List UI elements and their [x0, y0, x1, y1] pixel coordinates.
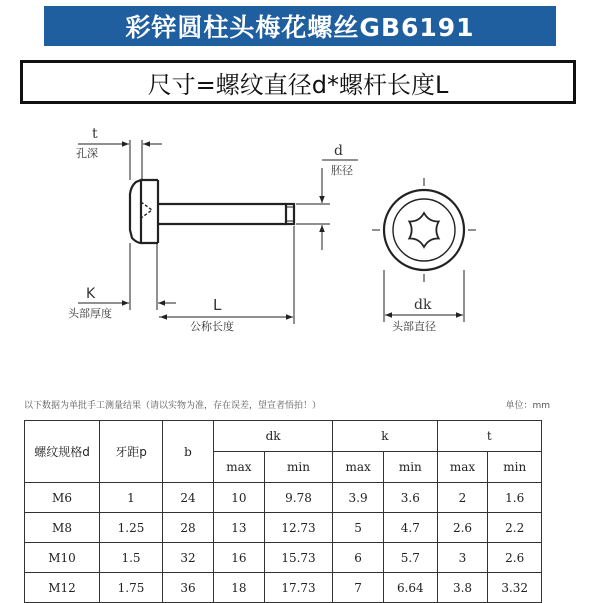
table-cell: 36 — [163, 573, 214, 603]
screw-end-view — [372, 178, 476, 282]
table-cell: 10 — [214, 483, 265, 513]
table-cell: 3.8 — [437, 573, 488, 603]
table-cell: 16 — [214, 543, 265, 573]
col-header-spec: 螺纹规格d — [25, 421, 100, 483]
table-cell: 32 — [163, 543, 214, 573]
measurement-note: 以下数据为单批手工测量结果（请以实物为准，存在误差，望宣者悟拍！） — [24, 401, 322, 411]
col-header-dk-max: max — [214, 452, 265, 483]
table-cell: 5 — [333, 513, 384, 543]
table-cell: 13 — [214, 513, 265, 543]
l-caption: 公称长度 — [190, 320, 234, 333]
spec-table-body — [25, 483, 542, 603]
col-header-t-min: min — [488, 452, 542, 483]
col-header-t: t — [437, 421, 541, 452]
table-cell: 3.9 — [333, 483, 384, 513]
d-caption: 胚径 — [331, 164, 353, 177]
table-cell: 5.7 — [384, 543, 438, 573]
table-cell: 2.2 — [488, 513, 542, 543]
spec-table — [24, 420, 542, 603]
unit-label: 单位：mm — [505, 401, 550, 411]
table-cell: 9.78 — [264, 483, 332, 513]
title-banner — [44, 6, 556, 46]
table-cell: 2 — [437, 483, 488, 513]
table-cell: M10 — [25, 543, 100, 573]
table-row — [25, 573, 542, 603]
table-cell: 1.25 — [100, 513, 163, 543]
table-cell: 3.32 — [488, 573, 542, 603]
screw-drawing — [0, 110, 600, 350]
col-header-k-max: max — [333, 452, 384, 483]
col-header-k-min: min — [384, 452, 438, 483]
dk-label: dk — [414, 297, 432, 313]
col-header-t-max: max — [437, 452, 488, 483]
table-cell: 1.5 — [100, 543, 163, 573]
dk-caption: 头部直径 — [392, 320, 436, 333]
table-cell: 1.75 — [100, 573, 163, 603]
table-cell: 2.6 — [437, 513, 488, 543]
table-cell: 3.6 — [384, 483, 438, 513]
screw-head — [130, 180, 141, 243]
table-cell: 7 — [333, 573, 384, 603]
table-cell: 15.73 — [264, 543, 332, 573]
table-cell: 24 — [163, 483, 214, 513]
d-label: d — [334, 143, 343, 159]
k-label: K — [86, 286, 96, 302]
table-cell: M6 — [25, 483, 100, 513]
table-row — [25, 483, 542, 513]
t-dimension — [78, 140, 162, 180]
table-cell: 28 — [163, 513, 214, 543]
t-label: t — [92, 126, 98, 142]
col-header-k: k — [333, 421, 437, 452]
table-cell: 6 — [333, 543, 384, 573]
table-cell: 6.64 — [384, 573, 438, 603]
table-cell: 1 — [100, 483, 163, 513]
k-caption: 头部厚度 — [68, 307, 112, 320]
table-row — [25, 513, 542, 543]
col-header-b: b — [163, 421, 214, 483]
table-cell: 1.6 — [488, 483, 542, 513]
col-header-dk-min: min — [264, 452, 332, 483]
l-dimension — [159, 226, 294, 324]
col-header-dk: dk — [214, 421, 333, 452]
page-title: 彩锌圆柱头梅花螺丝GB6191 — [125, 13, 475, 42]
col-header-pitch: 牙距p — [100, 421, 163, 483]
table-cell: 12.73 — [264, 513, 332, 543]
l-label: L — [213, 296, 222, 314]
size-formula: 尺寸=螺纹直径d*螺杆长度L — [147, 70, 449, 99]
screw-side-view — [130, 180, 294, 243]
table-cell: 4.7 — [384, 513, 438, 543]
table-row — [25, 543, 542, 573]
table-cell: 18 — [214, 573, 265, 603]
table-cell: 17.73 — [264, 573, 332, 603]
size-formula-box — [20, 60, 576, 104]
table-cell: 2.6 — [488, 543, 542, 573]
table-cell: M8 — [25, 513, 100, 543]
table-cell: 3 — [437, 543, 488, 573]
table-cell: M12 — [25, 573, 100, 603]
torx-recess-icon — [409, 213, 438, 247]
t-caption: 孔深 — [76, 147, 98, 160]
